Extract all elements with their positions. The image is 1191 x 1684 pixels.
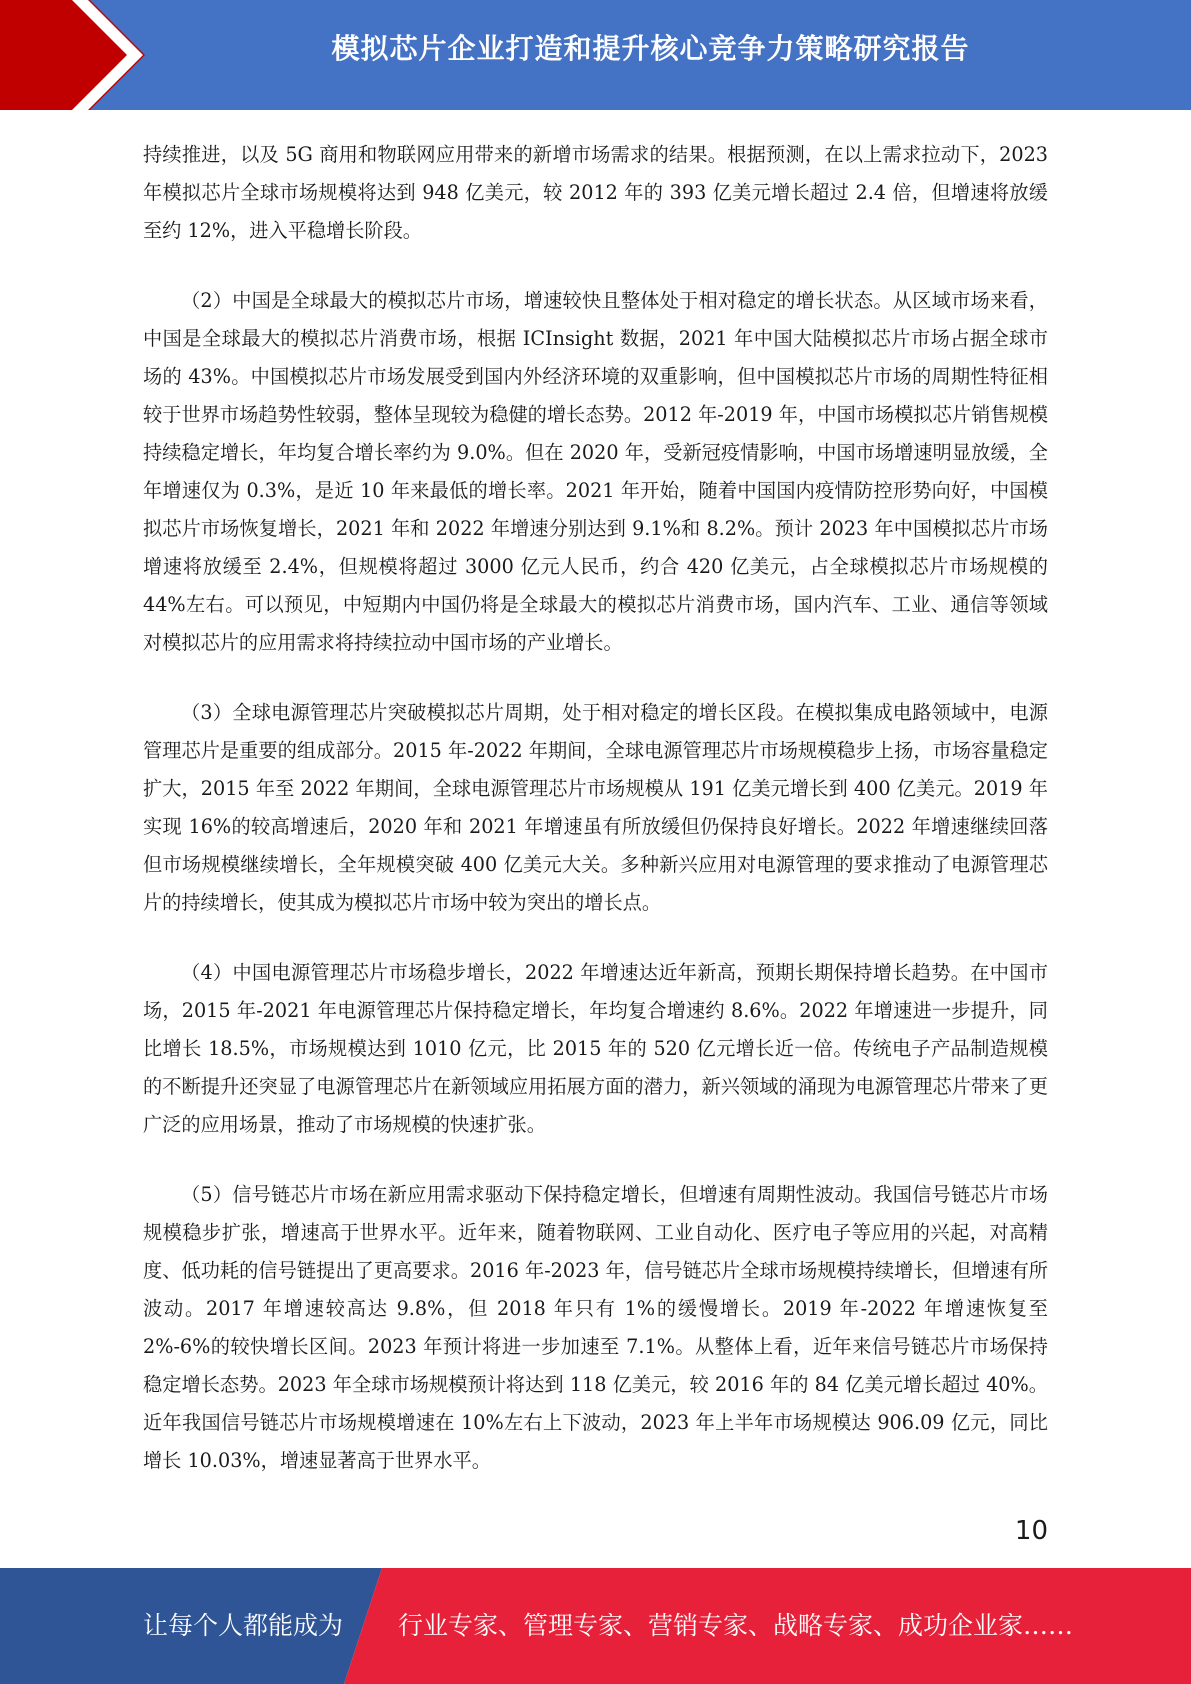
- paragraph-signal-chain: （5）信号链芯片市场在新应用需求驱动下保持稳定增长，但增速有周期性波动。我国信号链芯片市场规模稳步扩张，增速高于世界水平。近年来，随着物联网、工业自动化、医疗电子等应用的兴起，对高精度、低功耗的信号链提出了更高要求。2016 年-2023 年，信号链芯片全球市场规模持续增长，但增速有所波动。2017 年增速较高达 9.8%，但 2018 年只有 1%的缓慢增长。2019 年-2022 年增速恢复至 2%-6%的较快增长区间。2023 年预计将进一步加速至 7.1%。从整体上看，近年来信号链芯片市场保持稳定增长态势。2023 年全球市场规模预计将达到 118 亿美元，较 2016 年的 84 亿美元增长超过 40%。近年我国信号链芯片市场规模增速在 10%左右上下波动，2023 年上半年市场规模达 906.09 亿元，同比增长 10.03%，增速显著高于世界水平。: [143, 1183, 1048, 1472]
- footer-banner: [0, 1568, 1191, 1684]
- paragraph-continuation: 持续推进，以及 5G 商用和物联网应用带来的新增市场需求的结果。根据预测，在以上需求拉动下，2023 年模拟芯片全球市场规模将达到 948 亿美元，较 2012 年的 393 亿美元增长超过 2.4 倍，但增速将放缓至约 12%，进入平稳增长阶段。: [143, 143, 1048, 242]
- footer-slogan-right: 行业专家、管理专家、营销专家、战略专家、成功企业家……: [398, 1611, 1074, 1640]
- paragraph-global-power-management: （3）全球电源管理芯片突破模拟芯片周期，处于相对稳定的增长区段。在模拟集成电路领域中，电源管理芯片是重要的组成部分。2015 年-2022 年期间，全球电源管理芯片市场规模稳步上扬，市场容量稳定扩大，2015 年至 2022 年期间，全球电源管理芯片市场规模从 191 亿美元增长到 400 亿美元。2019 年实现 16%的较高增速后，2020 年和 2021 年增速虽有所放缓但仍保持良好增长。2022 年增速继续回落但市场规模继续增长，全年规模突破 400 亿美元大关。多种新兴应用对电源管理的要求推动了电源管理芯片的持续增长，使其成为模拟芯片市场中较为突出的增长点。: [143, 701, 1048, 914]
- report-title: 模拟芯片企业打造和提升核心竞争力策略研究报告: [331, 32, 970, 65]
- document-body: [143, 136, 1048, 1512]
- paragraph-china-power-management: （4）中国电源管理芯片市场稳步增长，2022 年增速达近年新高，预期长期保持增长趋势。在中国市场，2015 年-2021 年电源管理芯片保持稳定增长，年均复合增速约 8.6%。2022 年增速进一步提升，同比增长 18.5%，市场规模达到 1010 亿元，比 2015 年的 520 亿元增长近一倍。传统电子产品制造规模的不断提升还突显了电源管理芯片在新领域应用拓展方面的潜力，新兴领域的涌现为电源管理芯片带来了更广泛的应用场景，推动了市场规模的快速扩张。: [143, 961, 1048, 1136]
- page-number: 10: [1014, 1516, 1048, 1546]
- header-arrow-decoration: [0, 0, 145, 110]
- footer-slogan-left: 让每个人都能成为: [143, 1611, 344, 1640]
- header-banner: [0, 0, 1191, 110]
- paragraph-china-analog-market: （2）中国是全球最大的模拟芯片市场，增速较快且整体处于相对稳定的增长状态。从区域市场来看，中国是全球最大的模拟芯片消费市场，根据 ICInsight 数据，2021 年中国大陆模拟芯片市场占据全球市场的 43%。中国模拟芯片市场发展受到国内外经济环境的双重影响，但中国模拟芯片市场的周期性特征相较于世界市场趋势性较弱，整体呈现较为稳健的增长态势。2012 年-2019 年，中国市场模拟芯片销售规模持续稳定增长，年均复合增长率约为 9.0%。但在 2020 年，受新冠疫情影响，中国市场增速明显放缓，全年增速仅为 0.3%，是近 10 年来最低的增长率。2021 年开始，随着中国国内疫情防控形势向好，中国模拟芯片市场恢复增长，2021 年和 2022 年增速分别达到 9.1%和 8.2%。预计 2023 年中国模拟芯片市场增速将放缓至 2.4%，但规模将超过 3000 亿元人民币，约合 420 亿美元，占全球模拟芯片市场规模的 44%左右。可以预见，中短期内中国仍将是全球最大的模拟芯片消费市场，国内汽车、工业、通信等领域对模拟芯片的应用需求将持续拉动中国市场的产业增长。: [143, 289, 1048, 654]
